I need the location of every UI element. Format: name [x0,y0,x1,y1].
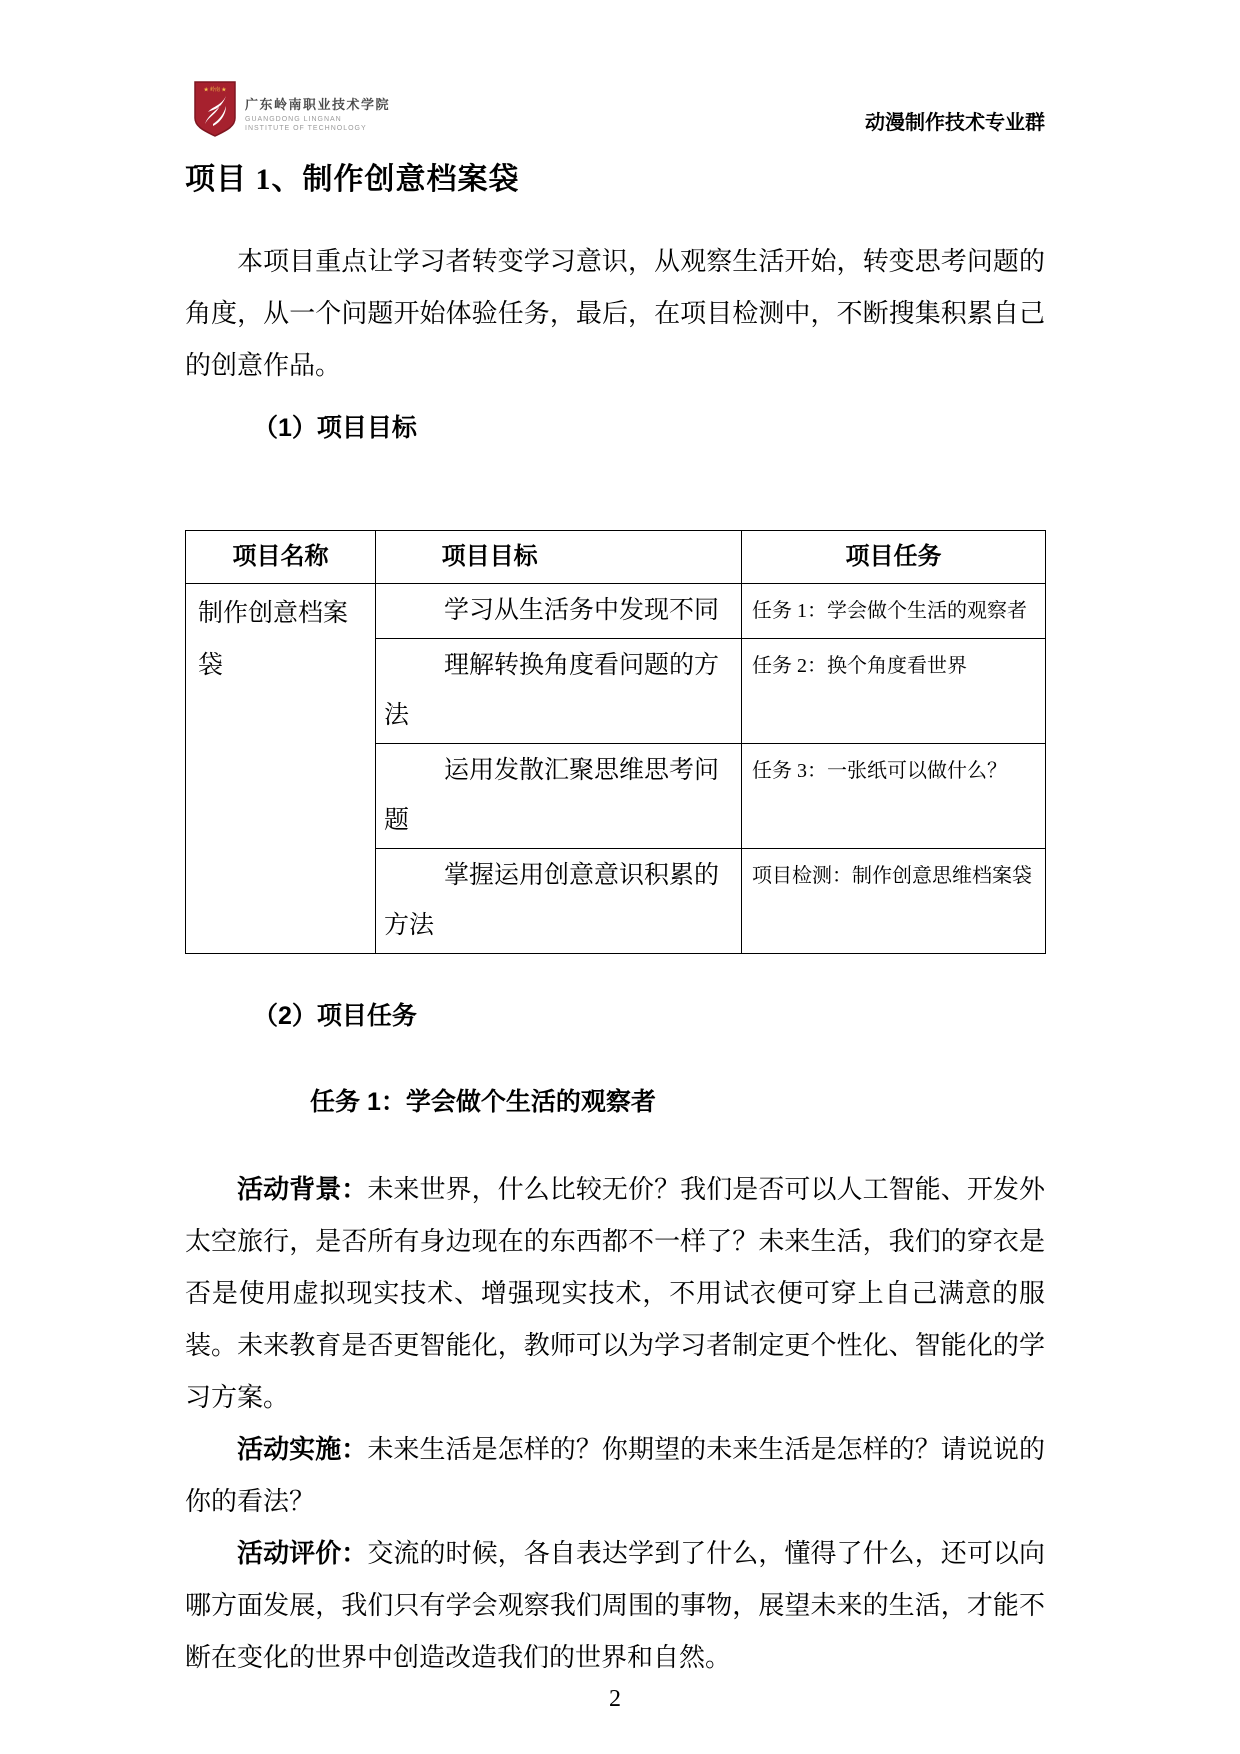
column-header-project-goal: 项目目标 [376,531,742,584]
task-cell: 任务 3：一张纸可以做什么？ [742,744,1046,849]
activity-evaluation-label: 活动评价： [237,1539,368,1568]
activity-implementation-label: 活动实施： [237,1435,368,1464]
activity-background-paragraph: 活动背景：未来世界，什么比较无价？我们是否可以人工智能、开发外太空旅行，是否所有身边现在的东西都不一样了？未来生活，我们的穿衣是否是使用虚拟现实技术、增强现实技术，不用试衣便可穿上自己满意的服装。未来教育是否更智能化，教师可以为学习者制定更个性化、智能化的学习方案。 [185,1175,1045,1412]
table-row [186,584,1046,639]
task-cell: 项目检测：制作创意思维档案袋 [742,849,1046,954]
table-header-row [186,531,1046,584]
column-header-project-task: 项目任务 [742,531,1046,584]
page-number: 2 [609,1686,621,1712]
goal-cell: 运用发散汇聚思维思考问题 [376,744,742,849]
goal-cell: 掌握运用创意意识积累的方法 [376,849,742,954]
school-shield-icon [193,80,237,143]
project-name: 制作创意档案袋 [302,163,520,196]
task1-heading: 任务 1：学会做个生活的观察者 [310,1088,656,1116]
page-header [185,80,1045,142]
intro-paragraph: 本项目重点让学习者转变学习意识，从观察生活开始，转变思考问题的角度，从一个问题开始体验任务，最后，在项目检测中，不断搜集积累自己的创意作品。 [185,247,1045,380]
project-goals-table [185,530,1046,954]
school-name-en: GUANGDONG LINGNAN INSTITUTE OF TECHNOLOGY [245,116,367,132]
page-title [185,154,1045,198]
section-heading-goals: （1）项目目标 [253,414,417,442]
school-name-cn: 广东岭南职业技术学院 [245,97,391,112]
program-group-title: 动漫制作技术专业群 [865,112,1045,134]
svg-text:★ 岭南 ★: ★ 岭南 ★ [203,87,227,93]
activity-implementation-paragraph: 活动实施：未来生活是怎样的？你期望的未来生活是怎样的？请说说的你的看法？ [185,1435,1045,1516]
goal-cell: 理解转换角度看问题的方法 [376,639,742,744]
activity-background-label: 活动背景： [237,1175,368,1204]
goal-cell: 学习从生活务中发现不同 [376,584,742,639]
project-number: 项目 1、 [185,163,303,196]
task1-body [185,1164,1045,1684]
task-cell: 任务 2：换个角度看世界 [742,639,1046,744]
activity-evaluation-paragraph: 活动评价：交流的时候，各自表达学到了什么，懂得了什么，还可以向哪方面发展，我们只有学会观察我们周围的事物，展望未来的生活，才能不断在变化的世界中创造改造我们的世界和自然。 [185,1539,1045,1672]
column-header-project-name: 项目名称 [186,531,376,584]
school-name-block [245,80,390,133]
task-cell: 任务 1：学会做个生活的观察者 [742,584,1046,639]
project-name-cell: 制作创意档案袋 [186,584,376,954]
school-logo [193,80,390,143]
section-heading-tasks: （2）项目任务 [253,1002,417,1030]
